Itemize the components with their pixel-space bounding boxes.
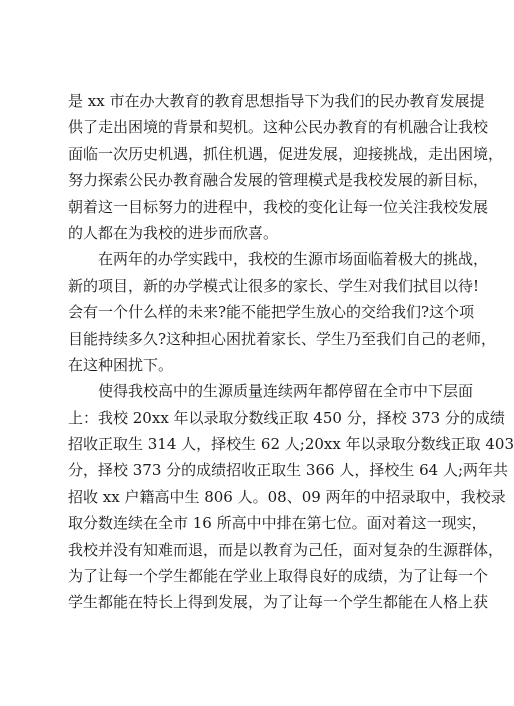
text-line: 目能持续多久?这种担心困扰着家长、学生乃至我们自己的老师， [68,329,497,348]
text-line: 使得我校高中的生源质量连续两年都停留在全市中下层面 [98,382,474,401]
text-line: 我校并没有知难而退，而是以教育为己任，面对复杂的生源群体， [68,540,504,559]
text-line: 为了让每一个学生都能在学业上取得良好的成绩，为了让每一个 [68,567,489,586]
text-line: 分，择校 373 分的成绩招收正取生 366 人，择校生 64 人;两年共 [68,461,509,480]
text-line: 努力探索公民办教育融合发展的管理模式是我校发展的新目标， [68,171,489,190]
text-line: 招收 xx 户籍高中生 806 人。08、09 两年的中招录取中，我校录 [68,487,506,506]
text-line: 面临一次历史机遇，抓住机遇，促进发展，迎接挑战，走出困境， [68,144,504,163]
paragraph-1 [68,88,504,246]
text-line: 上：我校 20xx 年以录取分数线正取 450 分，择校 373 分的成绩 [68,408,505,427]
paragraph-2 [68,246,497,378]
text-line: 是 xx 市在办大教育的教育思想指导下为我们的民办教育发展提 [68,92,485,110]
text-line: 学生都能在特长上得到发展，为了让每一个学生都能在人格上获 [68,593,489,612]
text-line: 供了走出困境的背景和契机。这种公民办教育的有机融合让我校 [68,118,489,137]
text-line: 在两年的办学实践中，我校的生源市场面临着极大的挑战， [98,250,489,269]
text-line: 朝着这一目标努力的进程中，我校的变化让每一位关注我校发展 [68,197,489,216]
text-line: 的人都在为我校的进步而欣喜。 [68,223,279,242]
text-line: 在这种困扰下。 [68,355,174,374]
body-text [68,88,514,616]
text-line: 会有一个什么样的未来?能不能把学生放心的交给我们?这个项 [68,303,475,322]
text-line: 取分数连续在全市 16 所高中中排在第七位。面对着这一现实， [68,514,487,533]
paragraph-3 [68,378,514,616]
text-line: 招收正取生 314 人，择校生 62 人;20xx 年以录取分数线正取 403 [68,435,514,454]
text-line: 新的项目，新的办学模式让很多的家长、学生对我们拭目以待! [68,276,480,295]
